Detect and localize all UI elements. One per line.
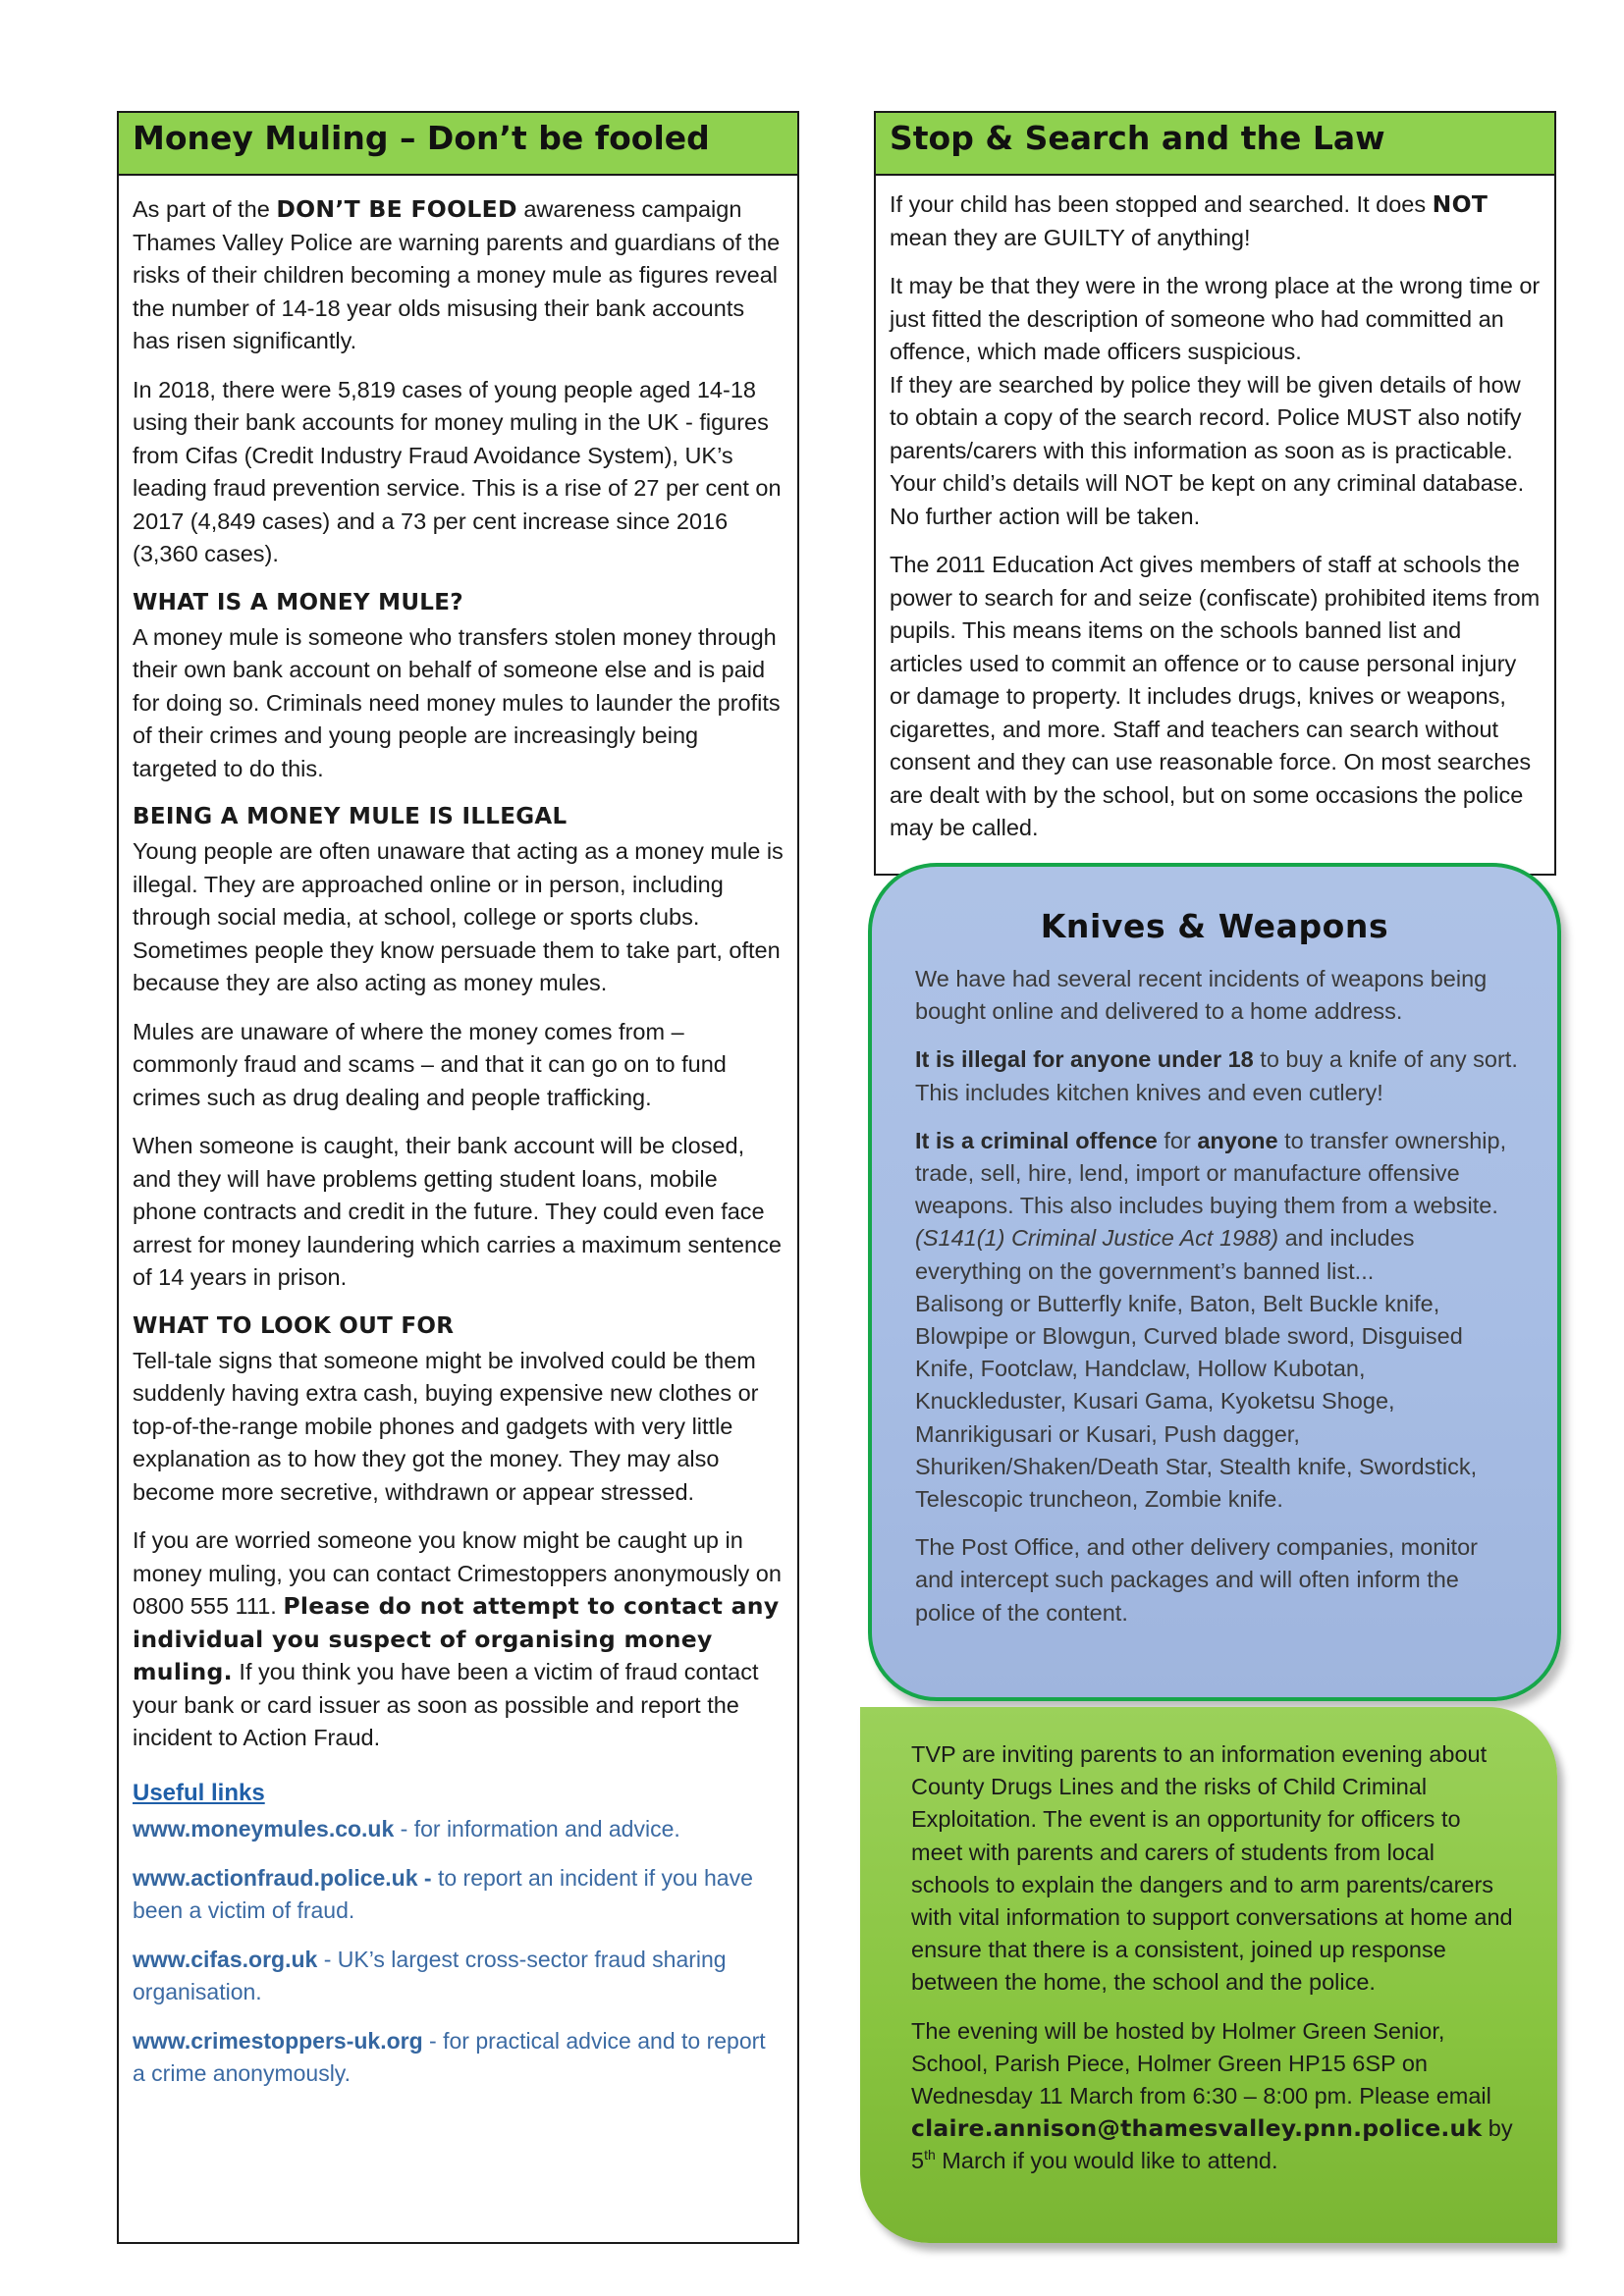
stop-search-record: If they are searched by police they will be given details of how to obtain a copy of the search record. Police MUST also notify parents/carers with this information as soon as is practicable. Your child’s details will NOT be kept on any criminal database. No further action will be taken. — [890, 371, 1525, 529]
stop-search-body — [876, 176, 1554, 845]
money-muling-stats: In 2018, there were 5,819 cases of young people aged 14-18 using their bank accounts for money muling in the UK - figures from Cifas (Credit Industry Fraud Avoidance System), UK’s leading fraud prevention service. This is a rise of 27 per cent on 2017 (4,849 cases) and a 73 per cent increase since 2016 (3,360 cases). — [133, 376, 782, 566]
money-muling-body — [119, 176, 797, 2091]
knives-weapons-body — [915, 963, 1520, 1645]
information-evening-panel — [860, 1707, 1557, 2243]
knives-weapons-panel — [868, 863, 1561, 1701]
money-mule-consequences: When someone is caught, their bank account will be closed, and they will have problems getting student loans, mobile phone contracts and credit in the future. They could even face arrest for money laundering which carries a maximum sentence of 14 years in prison. — [133, 1133, 782, 1290]
heading-what-is-money-mule: WHAT IS A MONEY MULE? — [133, 589, 463, 615]
heading-look-out: WHAT TO LOOK OUT FOR — [133, 1312, 455, 1339]
stop-search-title: Stop & Search and the Law — [876, 113, 1554, 176]
education-act-text: The 2011 Education Act gives members of staff at schools the power to search for and seize (confiscate) prohibited items from pupils. This means items on the schools banned list and articles used to commit an offence or to cause personal injury or damage to property. It includes drugs, knives or weapons, cigarettes, and more. Staff and teachers can search without consent and they can use reasonable force. On most searches are dealt with by the school, but on some occasions the police may be called. — [890, 552, 1541, 840]
warning-signs-text: Tell-tale signs that someone might be involved could be them suddenly having extra cash, buying expensive new clothes or top-of-the-range mobile phones and gadgets with very little explanation as to how they got the money. They may also become more secretive, withdrawn or appear stressed. — [133, 1347, 759, 1505]
event-details: The evening will be hosted by Holmer Green Senior, School, Parish Piece, Holmer Green HP15 6SP on Wednesday 11 March from 6:30 – 8:00 pm. Please email claire.annison@thamesvalley.pnn.police.uk by 5th March if you would like to attend. — [911, 2017, 1513, 2174]
money-mule-illegal-text: Young people are often unaware that acting as a money mule is illegal. They are approached online or in person, including through social media, at school, college or sports clubs. Sometimes people they know persuade them to take part, often because they are also acting as money mules. — [133, 838, 784, 995]
money-muling-box — [117, 111, 799, 2244]
link-moneymules[interactable]: www.moneymules.co.uk - for information and advice. — [133, 1816, 680, 1842]
do-not-contact-warning: Please do not attempt to contact any individual you suspect of organising money muling. — [133, 1592, 780, 1685]
banned-weapons-list: Balisong or Butterfly knife, Baton, Belt Buckle knife, Blowpipe or Blowgun, Curved blade sword, Disguised Knife, Footclaw, Handclaw, Hollow Kubotan, Knuckleduster, Kusari Gama, Kyoketsu Shoge, Manrikigusari or Kusari, Push dagger, Shuriken/Shaken/Death Star, Stealth knife, Swordstick, Telescopic truncheon, Zombie knife. — [915, 1290, 1478, 1513]
campaign-name: DON’T BE FOOLED — [276, 195, 517, 223]
stop-search-box — [874, 111, 1556, 876]
stop-search-reason: It may be that they were in the wrong place at the wrong time or just fitted the description of someone who had committed an offence, which made officers suspicious. — [890, 273, 1541, 364]
contact-advice: If you are worried someone you know might be caught up in money muling, you can contact Crimestoppers anonymously on 0800 555 111. Please do not attempt to contact any individual you suspect of organising money muling. If you think you have been a victim of fraud contact your bank or card issuer as soon as possible and report the incident to Action Fraud. — [133, 1527, 782, 1750]
useful-links-title: Useful links — [133, 1779, 265, 1806]
event-description: TVP are inviting parents to an information evening about County Drugs Lines and the risks of Child Criminal Exploitation. The event is an opportunity for officers to meet with parents and carers of students from local schools to explain the dangers and to arm parents/carers with vital information to support conversations at home and ensure that there is a consistent, joined up response between the home, the school and the police. — [911, 1741, 1513, 1996]
information-evening-body — [911, 1738, 1518, 2194]
money-muling-title: Money Muling – Don’t be fooled — [119, 113, 797, 176]
money-muling-intro: As part of the DON’T BE FOOLED awareness campaign Thames Valley Police are warning parents and guardians of the risks of their children becoming a money mule as figures reveal the number of 14-18 year olds misusing their bank accounts has risen significantly. — [133, 195, 781, 353]
knives-under-18: It is illegal for anyone under 18 to buy a knife of any sort. This includes kitchen knives and even cutlery! — [915, 1046, 1518, 1105]
link-crimestoppers[interactable]: www.crimestoppers-uk.org - for practical advice and to report a crime anonymously. — [133, 2027, 766, 2086]
money-mule-source-text: Mules are unaware of where the money comes from – commonly fraud and scams – and that it can go on to fund crimes such as drug dealing and people trafficking. — [133, 1018, 727, 1110]
knives-weapons-title: Knives & Weapons — [1040, 907, 1389, 945]
link-actionfraud[interactable]: www.actionfraud.police.uk - to report an incident if you have been a victim of fraud. — [133, 1864, 753, 1923]
link-cifas[interactable]: www.cifas.org.uk - UK’s largest cross-sector fraud sharing organisation. — [133, 1946, 727, 2004]
knives-criminal-offence: It is a criminal offence for anyone to transfer ownership, trade, sell, hire, lend, import or manufacture offensive weapons. This also includes buying them from a website. (S141(1) Criminal Justice Act 1988) and includes everything on the government’s banned list... Balisong or Butterfly knife, Baton, Belt Buckle knife, Blowpipe or Blowgun, Curved blade sword, Disguised Knife, Footclaw, Handclaw, Hollow Kubotan, Knuckleduster, Kusari Gama, Kyoketsu Shoge, Manrikigusari or Kusari, Push dagger, Shuriken/Shaken/Death Star, Stealth knife, Swordstick, Telescopic truncheon, Zombie knife. — [915, 1127, 1507, 1513]
legislation-reference: (S141(1) Criminal Justice Act 1988) — [915, 1225, 1279, 1252]
money-mule-definition: A money mule is someone who transfers stolen money through their own bank account on behalf of someone else and is paid for doing so. Criminals need money mules to launder the profits of their crimes and young people are increasingly being targeted to do this. — [133, 623, 781, 781]
stop-search-intro: If your child has been stopped and searched. It does NOT mean they are GUILTY of anything! — [890, 190, 1489, 250]
contact-email[interactable]: claire.annison@thamesvalley.pnn.police.uk — [911, 2114, 1483, 2143]
heading-illegal: BEING A MONEY MULE IS ILLEGAL — [133, 804, 568, 829]
knives-incidents: We have had several recent incidents of weapons being bought online and delivered to a home address. — [915, 966, 1488, 1025]
knives-delivery-note: The Post Office, and other delivery companies, monitor and intercept such packages and will often inform the police of the content. — [915, 1534, 1478, 1626]
not-emphasis: NOT — [1432, 190, 1489, 218]
